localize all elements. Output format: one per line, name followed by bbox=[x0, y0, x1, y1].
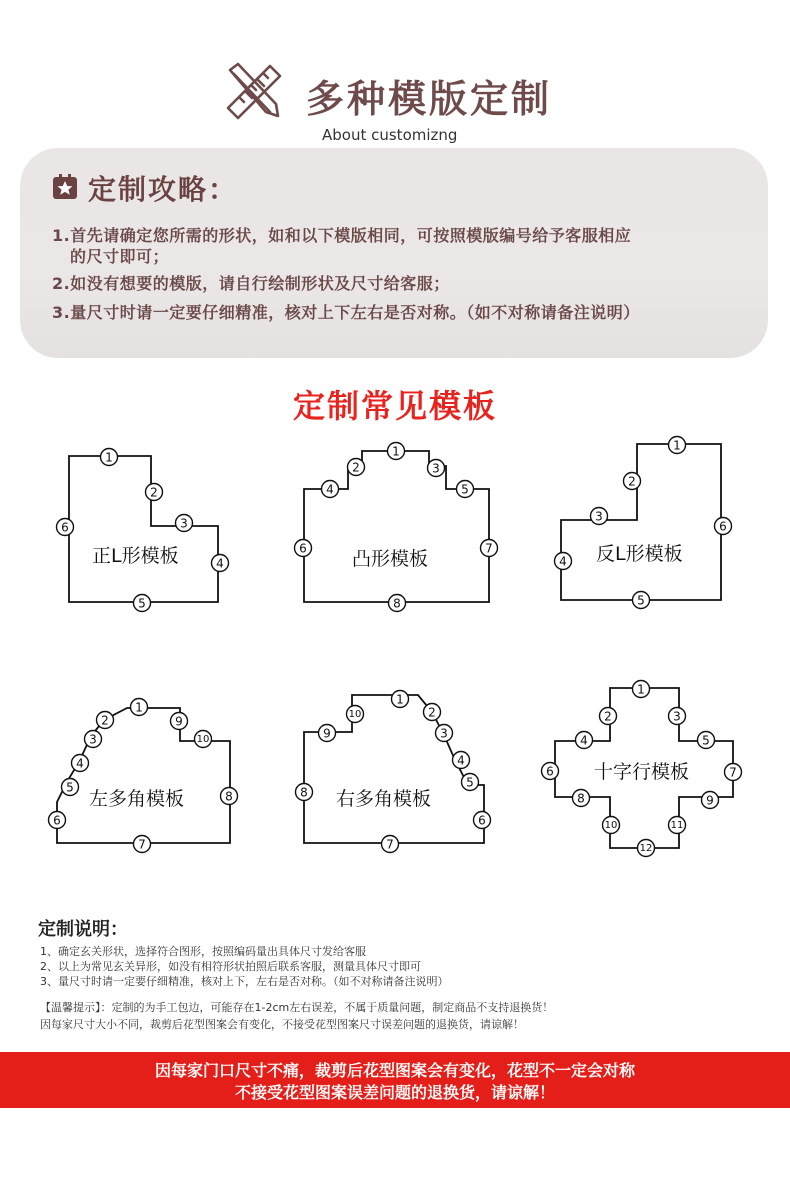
edge-number-marker bbox=[388, 443, 405, 460]
template-shape-6 bbox=[542, 681, 742, 857]
edge-number-marker bbox=[669, 817, 686, 834]
svg-text:4: 4 bbox=[76, 756, 84, 771]
svg-text:8: 8 bbox=[393, 596, 401, 611]
guide-line: 的尺寸即可； bbox=[70, 247, 170, 266]
svg-text:9: 9 bbox=[175, 714, 183, 729]
edge-number-marker bbox=[715, 518, 732, 535]
svg-text:4: 4 bbox=[580, 733, 588, 748]
svg-text:8: 8 bbox=[300, 785, 308, 800]
edge-number-marker bbox=[57, 519, 74, 536]
edge-number-marker bbox=[389, 595, 406, 612]
edge-number-marker bbox=[555, 553, 572, 570]
edge-number-marker bbox=[171, 713, 188, 730]
edge-number-marker bbox=[348, 459, 365, 476]
svg-text:6: 6 bbox=[61, 520, 69, 535]
banner-line: 不接受花型图案误差问题的退换货，请谅解！ bbox=[234, 1083, 555, 1102]
edge-number-marker bbox=[296, 784, 313, 801]
edge-number-marker bbox=[195, 731, 212, 748]
svg-text:1: 1 bbox=[135, 700, 143, 715]
edge-number-marker bbox=[146, 484, 163, 501]
edge-number-marker bbox=[134, 836, 151, 853]
svg-text:7: 7 bbox=[729, 765, 737, 780]
warning-line: 【温馨提示】：定制的为手工包边，可能存在1-2cm左右误差，不属于质量问题，制定商品不支持退换货！ bbox=[40, 1001, 554, 1014]
template-shape-4 bbox=[49, 699, 238, 853]
template-shape-2 bbox=[295, 443, 498, 612]
template-label: 反L形模板 bbox=[596, 543, 683, 565]
guide-line: 1.首先请确定您所需的形状，如和以下模版相同，可按照模版编号给予客服相应 bbox=[52, 226, 632, 245]
svg-text:6: 6 bbox=[478, 813, 486, 828]
edge-number-marker bbox=[603, 817, 620, 834]
svg-text:3: 3 bbox=[89, 732, 97, 747]
template-outline bbox=[69, 456, 218, 602]
edge-number-marker bbox=[392, 691, 409, 708]
svg-text:2: 2 bbox=[101, 713, 109, 728]
svg-text:8: 8 bbox=[577, 791, 585, 806]
svg-text:3: 3 bbox=[180, 516, 188, 531]
template-shape-5 bbox=[296, 691, 491, 853]
notes-line: 3、量尺寸时请一定要仔细精准，核对上下，左右是否对称。（如不对称请备注说明） bbox=[40, 975, 449, 988]
svg-text:1: 1 bbox=[392, 444, 400, 459]
svg-text:3: 3 bbox=[440, 726, 448, 741]
svg-text:10: 10 bbox=[196, 734, 210, 745]
guide-line: 2.如没有想要的模版，请自行绘制形状及尺寸给客服； bbox=[52, 274, 450, 293]
template-label: 左多角模板 bbox=[89, 788, 185, 810]
template-outline bbox=[304, 451, 489, 602]
svg-text:2: 2 bbox=[150, 485, 158, 500]
svg-text:7: 7 bbox=[138, 837, 146, 852]
svg-text:3: 3 bbox=[432, 461, 440, 476]
page-title: 多种模版定制 bbox=[306, 77, 553, 121]
svg-text:4: 4 bbox=[216, 556, 224, 571]
edge-number-marker bbox=[702, 792, 719, 809]
edge-number-marker bbox=[698, 732, 715, 749]
template-outline bbox=[304, 692, 484, 843]
edge-number-marker bbox=[319, 725, 336, 742]
svg-text:9: 9 bbox=[706, 793, 714, 808]
template-shape-1 bbox=[57, 449, 229, 612]
svg-text:7: 7 bbox=[386, 837, 394, 852]
edge-number-marker bbox=[382, 836, 399, 853]
svg-text:12: 12 bbox=[639, 843, 653, 854]
edge-number-marker bbox=[49, 812, 66, 829]
edge-number-marker bbox=[72, 755, 89, 772]
svg-text:2: 2 bbox=[628, 474, 636, 489]
edge-number-marker bbox=[573, 790, 590, 807]
svg-text:7: 7 bbox=[485, 541, 493, 556]
svg-text:4: 4 bbox=[457, 753, 465, 768]
edge-number-marker bbox=[424, 704, 441, 721]
notes-line: 1、确定玄关形状，选择符合图形，按照编码量出具体尺寸发给客服 bbox=[40, 945, 366, 958]
edge-number-marker bbox=[322, 481, 339, 498]
edge-number-marker bbox=[591, 508, 608, 525]
banner-line: 因每家门口尺寸不痛，裁剪后花型图案会有变化，花型不一定会对称 bbox=[154, 1061, 635, 1080]
template-outline bbox=[57, 708, 230, 843]
template-label: 右多角模板 bbox=[336, 788, 432, 810]
svg-text:2: 2 bbox=[428, 705, 436, 720]
edge-number-marker bbox=[97, 712, 114, 729]
template-shape-3 bbox=[555, 437, 732, 609]
svg-text:5: 5 bbox=[637, 593, 645, 608]
edge-number-marker bbox=[624, 473, 641, 490]
notes-title: 定制说明： bbox=[38, 919, 128, 940]
edge-number-marker bbox=[457, 481, 474, 498]
svg-text:2: 2 bbox=[352, 460, 360, 475]
svg-text:3: 3 bbox=[595, 509, 603, 524]
edge-number-marker bbox=[542, 763, 559, 780]
svg-text:1: 1 bbox=[105, 450, 113, 465]
svg-text:10: 10 bbox=[348, 709, 362, 720]
edge-number-marker bbox=[212, 555, 229, 572]
templates-title: 定制常见模板 bbox=[292, 387, 497, 425]
svg-text:11: 11 bbox=[670, 820, 684, 831]
svg-text:5: 5 bbox=[461, 482, 469, 497]
page-subtitle: About customizng bbox=[322, 126, 458, 144]
edge-number-marker bbox=[85, 731, 102, 748]
template-label: 正L形模板 bbox=[92, 545, 179, 567]
svg-text:10: 10 bbox=[604, 820, 618, 831]
svg-text:1: 1 bbox=[396, 692, 404, 707]
svg-text:6: 6 bbox=[546, 764, 554, 779]
edge-number-marker bbox=[633, 592, 650, 609]
edge-number-marker bbox=[62, 779, 79, 796]
svg-text:9: 9 bbox=[323, 726, 331, 741]
edge-number-marker bbox=[638, 840, 655, 857]
edge-number-marker bbox=[428, 460, 445, 477]
edge-number-marker bbox=[221, 788, 238, 805]
svg-text:5: 5 bbox=[466, 775, 474, 790]
edge-number-marker bbox=[462, 774, 479, 791]
edge-number-marker bbox=[295, 540, 312, 557]
edge-number-marker bbox=[600, 708, 617, 725]
svg-text:4: 4 bbox=[559, 554, 567, 569]
edge-number-marker bbox=[436, 725, 453, 742]
edge-number-marker bbox=[481, 540, 498, 557]
svg-text:3: 3 bbox=[673, 709, 681, 724]
svg-text:2: 2 bbox=[604, 709, 612, 724]
svg-text:4: 4 bbox=[326, 482, 334, 497]
svg-text:8: 8 bbox=[225, 789, 233, 804]
template-label: 十字行模板 bbox=[594, 761, 690, 783]
svg-text:6: 6 bbox=[719, 519, 727, 534]
guide-line: 3.量尺寸时请一定要仔细精准，核对上下左右是否对称。（如不对称请备注说明） bbox=[52, 303, 640, 322]
edge-number-marker bbox=[134, 595, 151, 612]
svg-text:6: 6 bbox=[53, 813, 61, 828]
svg-text:6: 6 bbox=[299, 541, 307, 556]
svg-text:5: 5 bbox=[702, 733, 710, 748]
edge-number-marker bbox=[176, 515, 193, 532]
svg-text:5: 5 bbox=[66, 780, 74, 795]
edge-number-marker bbox=[576, 732, 593, 749]
svg-text:1: 1 bbox=[673, 438, 681, 453]
guide-title: 定制攻略： bbox=[88, 173, 239, 206]
edge-number-marker bbox=[347, 706, 364, 723]
svg-text:1: 1 bbox=[637, 682, 645, 697]
template-outline bbox=[561, 444, 721, 600]
svg-text:5: 5 bbox=[138, 596, 146, 611]
edge-number-marker bbox=[633, 681, 650, 698]
edge-number-marker bbox=[725, 764, 742, 781]
edge-number-marker bbox=[131, 699, 148, 716]
edge-number-marker bbox=[669, 708, 686, 725]
edge-number-marker bbox=[669, 437, 686, 454]
edge-number-marker bbox=[474, 812, 491, 829]
notes-line: 2、以上为常见玄关异形，如没有相符形状拍照后联系客服，测量具体尺寸即可 bbox=[40, 960, 421, 973]
warning-line: 因每家尺寸大小不同，裁剪后花型图案会有变化，不接受花型图案尺寸误差问题的退换货，请谅解！ bbox=[40, 1018, 524, 1031]
edge-number-marker bbox=[453, 752, 470, 769]
template-label: 凸形模板 bbox=[352, 548, 429, 570]
edge-number-marker bbox=[101, 449, 118, 466]
